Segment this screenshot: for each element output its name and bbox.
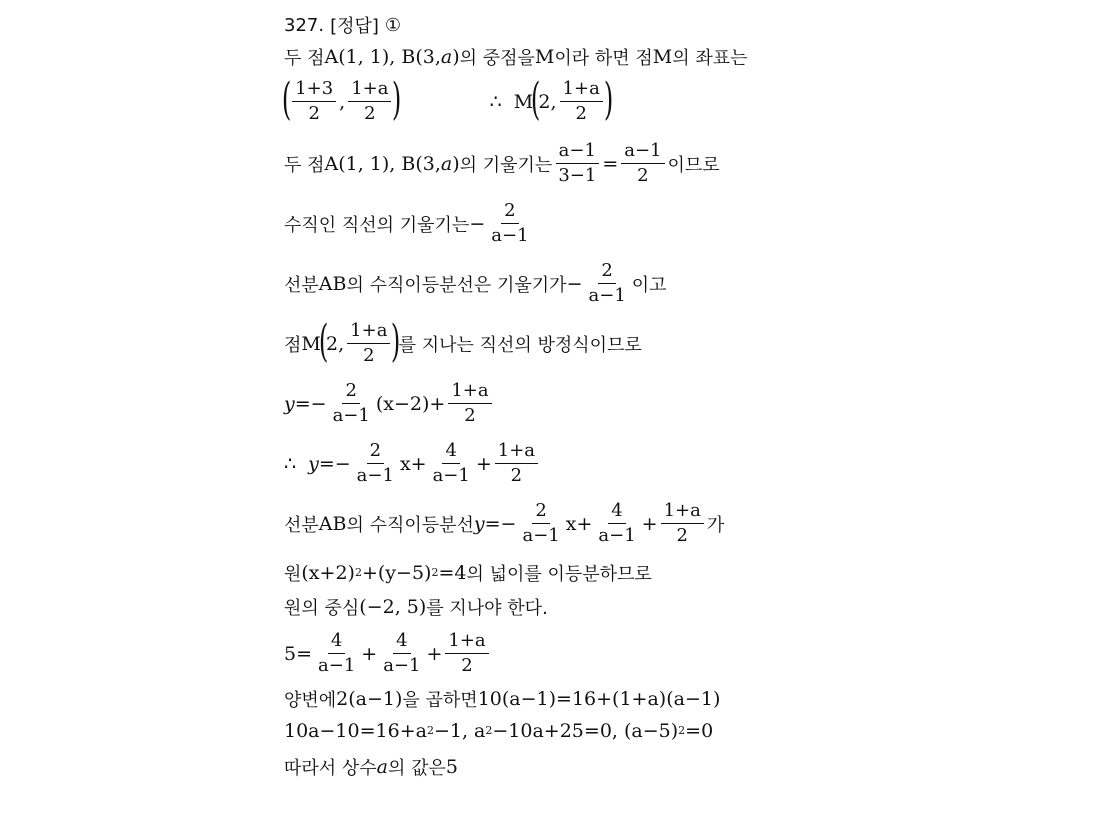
math: A(1, 1), B(3,	[324, 152, 441, 175]
math: +	[426, 642, 443, 665]
math: )	[452, 152, 460, 175]
text: 이고	[631, 274, 667, 296]
text: 두 점	[284, 48, 325, 69]
therefore-symbol: ∴	[284, 452, 297, 475]
text: 의 수직이등분선은 기울기가	[346, 274, 567, 296]
line-11	[284, 594, 548, 620]
line-8	[284, 440, 541, 487]
text: 원	[284, 564, 302, 585]
line-12	[284, 630, 492, 677]
text: 의 수직이등분선	[346, 514, 474, 536]
math: M	[301, 332, 321, 355]
text: 를 지나는 직선의 방정식이므로	[398, 334, 642, 356]
answer-label: [정답]	[330, 16, 379, 37]
fraction: $\frac{4}{a-1}$	[432, 440, 470, 486]
text: 선분	[284, 274, 319, 296]
open-paren: (	[281, 73, 292, 125]
close-paren: )	[391, 315, 401, 367]
fraction: $\frac{1+a}{2}$	[348, 78, 391, 125]
text: 의 값은	[388, 758, 446, 779]
math: −1, a	[433, 720, 486, 742]
math: −10a+25=0, (a−5)	[492, 720, 679, 742]
math: =4	[438, 562, 467, 584]
math: x+	[399, 452, 427, 475]
fraction: $\frac{1+a}{2}$	[661, 500, 704, 547]
fraction: $\frac{a-1}{2}$	[621, 140, 664, 187]
var: a	[440, 46, 453, 68]
text: 양변에	[284, 690, 337, 711]
math: 2(a−1)	[336, 688, 403, 710]
open-paren: (	[318, 315, 329, 367]
line-14: 10a−10=16+a 2 −1, a 2 −10a+25=0, (a−5) 2 =0	[284, 720, 714, 742]
minus: −	[566, 272, 583, 295]
fraction: $\frac{2}{a-1}$	[522, 500, 560, 546]
fraction: $\frac{1+a}{2}$	[445, 630, 488, 677]
line-5	[284, 260, 667, 307]
math: AB	[318, 512, 347, 535]
comma: ,	[339, 90, 346, 113]
text: 의 중점을	[459, 48, 535, 69]
minus: −	[469, 212, 486, 235]
text: 의 기울기는	[459, 154, 553, 176]
math: (−2, 5)	[359, 596, 427, 618]
text: 원의 중심	[284, 598, 360, 619]
fraction: $\frac{1+a}{2}$	[495, 440, 538, 487]
text: 의 넓이를 이등분하므로	[466, 564, 652, 585]
close-paren: )	[603, 73, 614, 125]
text: 따라서 상수	[284, 758, 377, 779]
math: (x+2)	[301, 562, 355, 584]
math: +	[641, 512, 658, 535]
fraction: $\frac{2}{a-1}$	[588, 260, 626, 306]
var: y	[284, 392, 295, 415]
math: +(y−5)	[361, 562, 432, 584]
close-paren: )	[392, 73, 402, 125]
fraction: $\frac{4}{a-1}$	[318, 630, 356, 676]
equals: =	[602, 152, 619, 175]
fraction: $\frac{4}{a-1}$	[598, 500, 636, 546]
text: 점	[284, 334, 302, 356]
line-4	[284, 200, 535, 247]
var: y	[473, 512, 485, 535]
math: 10a−10=16+a	[284, 720, 427, 742]
var: y	[308, 452, 319, 475]
fraction: $\frac{2}{a-1}$	[491, 200, 529, 246]
math: =−	[484, 512, 517, 535]
math: +	[475, 452, 492, 475]
math: 5=	[284, 642, 313, 665]
var: a	[440, 152, 453, 175]
header-line	[284, 12, 401, 38]
text: 를 지나야 한다.	[426, 598, 548, 619]
line-7	[284, 380, 495, 427]
text: 의 좌표는	[672, 48, 748, 69]
math: =−	[294, 392, 327, 415]
line-6	[284, 315, 642, 367]
text: 이므로	[667, 154, 720, 176]
open-paren: (	[531, 73, 541, 125]
math: =−	[318, 452, 351, 475]
math: =0	[685, 720, 714, 742]
therefore-symbol: ∴	[489, 90, 502, 113]
math: M	[652, 46, 673, 68]
fraction: $\frac{1+a}{2}$	[560, 78, 603, 125]
text: 가	[706, 514, 725, 536]
math: 2,	[326, 332, 345, 355]
math: 5	[445, 756, 458, 778]
solution-page	[281, 0, 1084, 819]
fraction: $\frac{4}{a-1}$	[383, 630, 421, 676]
line-13	[284, 686, 720, 712]
math: 10(a−1)=16+(1+a)(a−1)	[477, 688, 721, 710]
line-2	[281, 73, 614, 125]
line-15	[284, 754, 458, 780]
var: a	[376, 756, 388, 778]
fraction: $\frac{1+a}{2}$	[448, 380, 491, 427]
text: 을 곱하면	[402, 690, 478, 711]
problem-number: 327.	[284, 14, 325, 36]
math: AB	[318, 272, 347, 295]
math: x+	[565, 512, 593, 535]
fraction: $\frac{2}{a-1}$	[356, 440, 394, 486]
line-9	[284, 500, 724, 547]
math: A(1, 1), B(3,	[324, 46, 441, 68]
math: +	[361, 642, 378, 665]
text: 두 점	[284, 154, 325, 176]
fraction: $\frac{1+a}{2}$	[347, 320, 390, 367]
text: 이라 하면 점	[554, 48, 653, 69]
fraction: $\frac{2}{a-1}$	[332, 380, 370, 426]
answer-mark: ①	[384, 14, 402, 36]
fraction: $\frac{1+3}{2}$	[292, 78, 336, 125]
line-3	[284, 140, 720, 187]
math: )	[452, 46, 460, 68]
math: M	[534, 46, 555, 68]
text: 수직인 직선의 기울기는	[284, 214, 470, 236]
fraction: $\frac{a-1}{3-1}$	[555, 140, 599, 187]
line-1	[284, 44, 748, 70]
text: 선분	[284, 514, 319, 536]
line-10: 원 (x+2) 2 +(y−5) 2 =4 의 넓이를 이등분하므로	[284, 562, 652, 585]
math: M	[513, 90, 534, 113]
math: 2,	[538, 90, 557, 113]
math: (x−2)+	[375, 392, 446, 415]
